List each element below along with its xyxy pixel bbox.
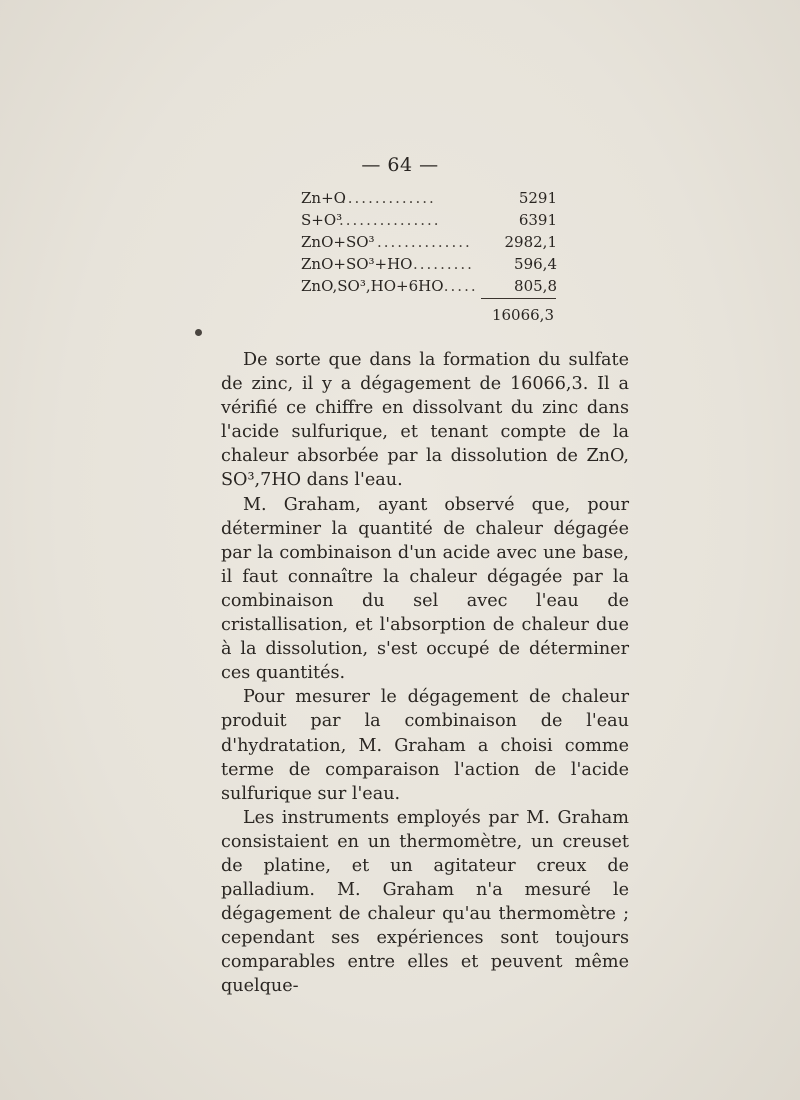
leader-dots: .............. [341,189,436,207]
formula-cell: Zn+O [301,189,346,207]
table-row [301,231,561,253]
paragraph: De sorte que dans la formation du sulfate de zinc, il y a dégagement de 16066,3. Il a vérifié ce chiffre en dissolvant du zinc dans l'acide sulfurique, et tenant compte de la chaleur absorbée par la dissolution de ZnO, SO³,7HO dans l'eau. [221,350,629,491]
paragraph: Pour mesurer le dégagement de chaleur produit par la combinaison de l'eau d'hydratation, M. Graham a choisi comme terme de comparaison l'action de l'acide sulfurique sur l'eau. [221,687,629,804]
page-number: — 64 — [361,154,439,176]
value-cell: 805,8 [514,277,557,295]
paragraph: M. Graham, ayant observé que, pour déterminer la quantité de chaleur dégagée par la combinaison d'un acide avec une base, il faut connaître la chaleur dégagée par la combinaison du sel avec l'eau de cristallisation, et l'absorption de chaleur due à la dissolution, s'est occupé de déterminer ces quantités. [221,494,629,684]
table-row [301,275,561,297]
leader-dots: .............. [377,233,472,251]
value-cell: 2982,1 [504,233,557,251]
formula-cell: ZnO+SO³+HO [301,255,413,273]
value-cell: 6391 [518,211,557,229]
leader-dots: ...... [437,277,478,295]
formula-cell: ZnO+SO³ [301,233,375,251]
sum-rule [481,298,556,299]
body-text [221,348,629,999]
table-row [301,187,561,209]
formula-cell: ZnO,SO³,HO+6HO [301,277,444,295]
table-row [301,253,561,275]
paragraph: Les instruments employés par M. Graham consistaient en un thermomètre, un creuset de platine, et un agitateur creux de palladium. M. Graham n'a mesuré le dégagement de chaleur qu'au thermomètre ; cependant ses expériences sont toujours comparables entre elles et peuvent même quelque- [221,807,629,997]
ink-speck [195,329,202,336]
heat-table [301,187,561,297]
value-cell: 5291 [518,189,557,207]
leader-dots: ............... [339,211,441,229]
formula-cell: S+O³ [301,211,343,229]
table-row [301,209,561,231]
leader-dots: ......... [413,255,474,273]
value-cell: 596,4 [514,255,557,273]
table-total: 16066,3 [491,306,554,324]
